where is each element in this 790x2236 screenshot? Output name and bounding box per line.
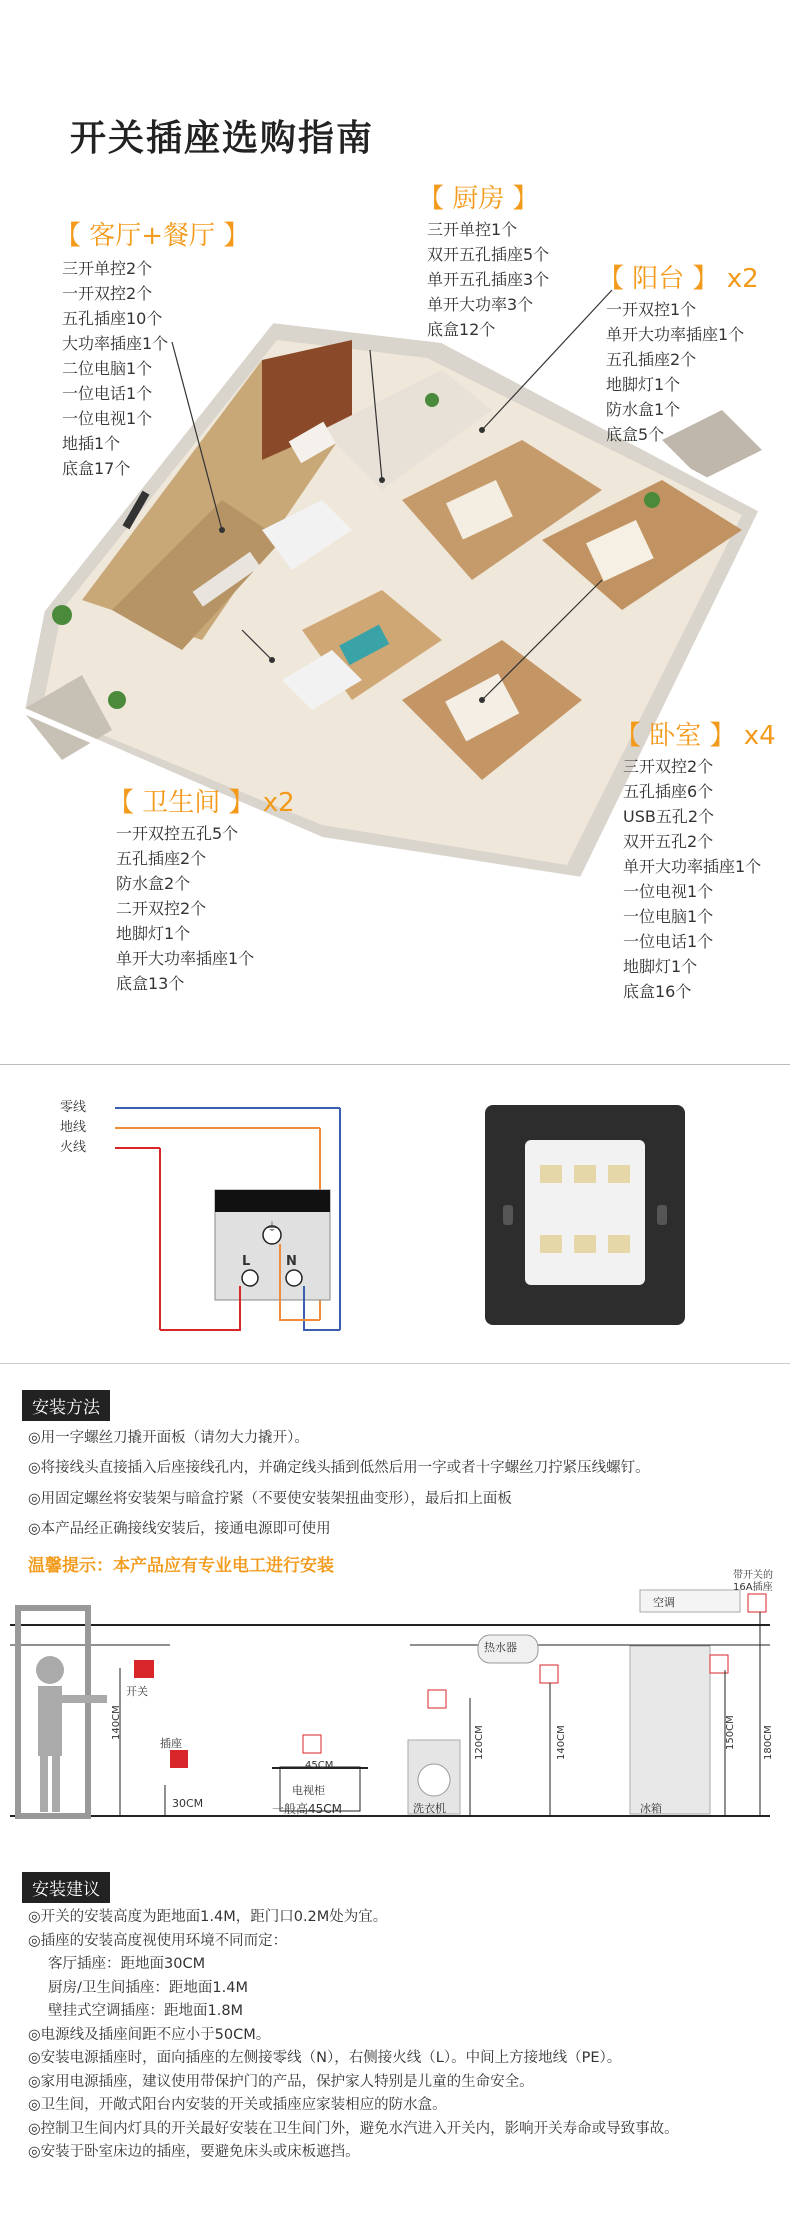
room-bathroom-heading: [108, 782, 295, 819]
suggestion-line: ◎卫生间，开敞式阳台内安装的开关或插座应家装相应的防水盒。: [28, 2097, 447, 2113]
suggestion-line: ◎安装于卧室床边的插座，要避免床头或床板遮挡。: [28, 2144, 360, 2160]
room-item: 三开单控2个: [62, 259, 153, 278]
suggestion-line: ◎控制卫生间内灯具的开关最好安装在卫生间门外，避免水汽进入开关内，影响开关寿命或导致事故。: [28, 2120, 679, 2137]
label-socket: 插座: [160, 1737, 182, 1750]
room-item: 一位电话1个: [623, 932, 714, 951]
room-item: 底盒13个: [116, 974, 185, 993]
terminal-l-label: L: [242, 1254, 251, 1269]
room-bedroom-heading: [615, 715, 776, 752]
suggestion-line: 厨房/卫生间插座：距地面1.4M: [48, 1979, 248, 1996]
room-item: 单开大功率3个: [427, 295, 534, 314]
room-kitchen-title: 【 厨房 】: [418, 184, 539, 214]
label-tv-note: 一般高45CM: [272, 1802, 343, 1816]
room-item: 地脚灯1个: [623, 957, 698, 976]
suggestion-line: ◎电源线及插座间距不应小于50CM。: [28, 2026, 271, 2043]
room-item: USB五孔2个: [623, 807, 715, 826]
suggestions-list: [28, 1906, 679, 2165]
terminal-block: [540, 1235, 562, 1253]
room-item: 一开双控2个: [62, 284, 153, 303]
room-item: 大功率插座1个: [62, 334, 169, 353]
wire-label-neutral: 零线: [60, 1100, 87, 1115]
room-item: 地插1个: [62, 434, 121, 453]
room-item: 一开双控1个: [606, 300, 697, 319]
room-balcony: [598, 258, 759, 447]
label-45cm: 45CM: [305, 1760, 334, 1771]
room-item: 一开双控五孔5个: [116, 824, 239, 843]
room-item: 五孔插座2个: [606, 350, 697, 369]
room-balcony-title: 【 阳台 】: [598, 264, 719, 294]
room-item: 三开双控2个: [623, 757, 714, 776]
room-living-heading: [55, 215, 249, 252]
svg-text:⏚: ⏚: [265, 1220, 279, 1234]
install-step: ◎用固定螺丝将安装架与暗盒拧紧（不要使安装架扭曲变形），最后扣上面板: [28, 1491, 512, 1507]
room-item: 单开大功率插座1个: [116, 949, 255, 968]
label-water-heater: 热水器: [484, 1641, 517, 1654]
switch-back-panel-image: [485, 1105, 685, 1325]
room-bedroom-multiplier: x4: [743, 721, 776, 751]
install-method-tag: 安装方法: [22, 1390, 110, 1421]
wiring-svg: [60, 1090, 350, 1340]
room-bathroom-title: 【 卫生间 】: [108, 788, 255, 818]
room-item: 五孔插座6个: [623, 782, 714, 801]
warning-note: 温馨提示：本产品应有专业电工进行安装: [28, 1556, 334, 1576]
room-living-title: 【 客厅+餐厅 】: [55, 221, 250, 251]
screw-slot: [503, 1205, 513, 1225]
label-ac-socket: 带开关的16A插座: [733, 1570, 773, 1593]
wire-label-earth: 地线: [60, 1120, 87, 1135]
install-step: ◎将接线头直接插入后座接线孔内，并确定线头插到低然后用一字或者十字螺丝刀拧紧压线螺钉。: [28, 1460, 650, 1476]
label-120cm: 120CM: [474, 1725, 485, 1760]
room-item: 五孔插座2个: [116, 849, 207, 868]
room-bathroom-multiplier: x2: [262, 788, 295, 818]
label-ac: 空调: [653, 1596, 675, 1609]
room-item: 底盒16个: [623, 982, 692, 1001]
room-item: 防水盒1个: [606, 400, 681, 419]
room-item: 一位电脑1个: [623, 907, 714, 926]
room-item: 三开单控1个: [427, 220, 518, 239]
room-item: 一位电视1个: [62, 409, 153, 428]
install-height-diagram: [10, 1570, 785, 1840]
terminal-block: [574, 1235, 596, 1253]
room-item: 一位电话1个: [62, 384, 153, 403]
room-item: 地脚灯1个: [606, 375, 681, 394]
suggestions-section: [22, 1872, 110, 1903]
wire-label-live: 火线: [60, 1140, 87, 1155]
install-step: ◎用一字螺丝刀撬开面板（请勿大力撬开）。: [28, 1430, 309, 1446]
room-item: 防水盒2个: [116, 874, 191, 893]
room-item: 二位电脑1个: [62, 359, 153, 378]
label-fridge: 冰箱: [640, 1802, 662, 1815]
room-bathroom: [108, 782, 295, 996]
label-washer: 洗衣机: [413, 1802, 446, 1815]
label-140cm-heater: 140CM: [556, 1725, 567, 1760]
install-method-section: [22, 1390, 110, 1421]
section-divider: [0, 1363, 790, 1364]
suggestion-line: ◎安装电源插座时，面向插座的左侧接零线（N），右侧接火线（L）。中间上方接地线（PE）。: [28, 2050, 622, 2066]
label-140cm-switch: 140CM: [111, 1705, 122, 1740]
suggestion-line: 壁挂式空调插座：距地面1.8M: [48, 2003, 244, 2019]
terminal-block: [608, 1165, 630, 1183]
room-kitchen-heading: [418, 178, 549, 215]
room-living: [55, 215, 249, 481]
room-item: 一位电视1个: [623, 882, 714, 901]
label-switch: 开关: [126, 1685, 148, 1698]
suggestion-line: 客厅插座：距地面30CM: [48, 1956, 206, 1972]
room-item: 单开大功率插座1个: [623, 857, 762, 876]
terminal-n-label: N: [286, 1254, 297, 1269]
label-150cm: 150CM: [725, 1715, 736, 1750]
wiring-diagram: [60, 1090, 350, 1340]
room-item: 地脚灯1个: [116, 924, 191, 943]
room-item: 单开大功率插座1个: [606, 325, 745, 344]
room-item: 双开五孔2个: [623, 832, 714, 851]
room-item: 双开五孔插座5个: [427, 245, 550, 264]
page-title: 开关插座选购指南: [70, 118, 375, 159]
suggestion-line: ◎插座的安装高度视使用环境不同而定：: [28, 1932, 288, 1949]
suggestion-line: ◎家用电源插座，建议使用带保护门的产品，保护家人特别是儿童的生命安全。: [28, 2073, 534, 2090]
terminal-block: [574, 1165, 596, 1183]
room-item: 底盒5个: [606, 425, 665, 444]
section-divider: [0, 1064, 790, 1065]
terminal-block: [540, 1165, 562, 1183]
label-tv-cabinet: 电视柜: [292, 1784, 325, 1797]
room-item: 单开五孔插座3个: [427, 270, 550, 289]
room-bedroom-title: 【 卧室 】: [615, 721, 736, 751]
room-bedroom: [615, 715, 776, 1004]
screw-slot: [657, 1205, 667, 1225]
room-kitchen-list: [427, 217, 549, 342]
suggestion-line: ◎开关的安装高度为距地面1.4M，距门口0.2M处为宜。: [28, 1909, 388, 1925]
suggestions-tag: 安装建议: [22, 1872, 110, 1903]
label-30cm: 30CM: [172, 1797, 204, 1810]
room-item: 五孔插座10个: [62, 309, 163, 328]
room-item: 底盒12个: [427, 320, 496, 339]
room-item: 底盒17个: [62, 459, 131, 478]
room-balcony-heading: [598, 258, 759, 295]
room-kitchen: [418, 178, 549, 342]
panel-module: [525, 1140, 645, 1285]
room-item: 二开双控2个: [116, 899, 207, 918]
room-bedroom-list: [623, 754, 776, 1004]
room-bathroom-list: [116, 821, 295, 996]
room-balcony-list: [606, 297, 759, 447]
terminal-block: [608, 1235, 630, 1253]
room-balcony-multiplier: x2: [726, 264, 759, 294]
install-step: ◎本产品经正确接线安装后，接通电源即可使用: [28, 1521, 331, 1537]
room-living-list: [62, 256, 249, 481]
label-180cm: 180CM: [763, 1725, 774, 1760]
